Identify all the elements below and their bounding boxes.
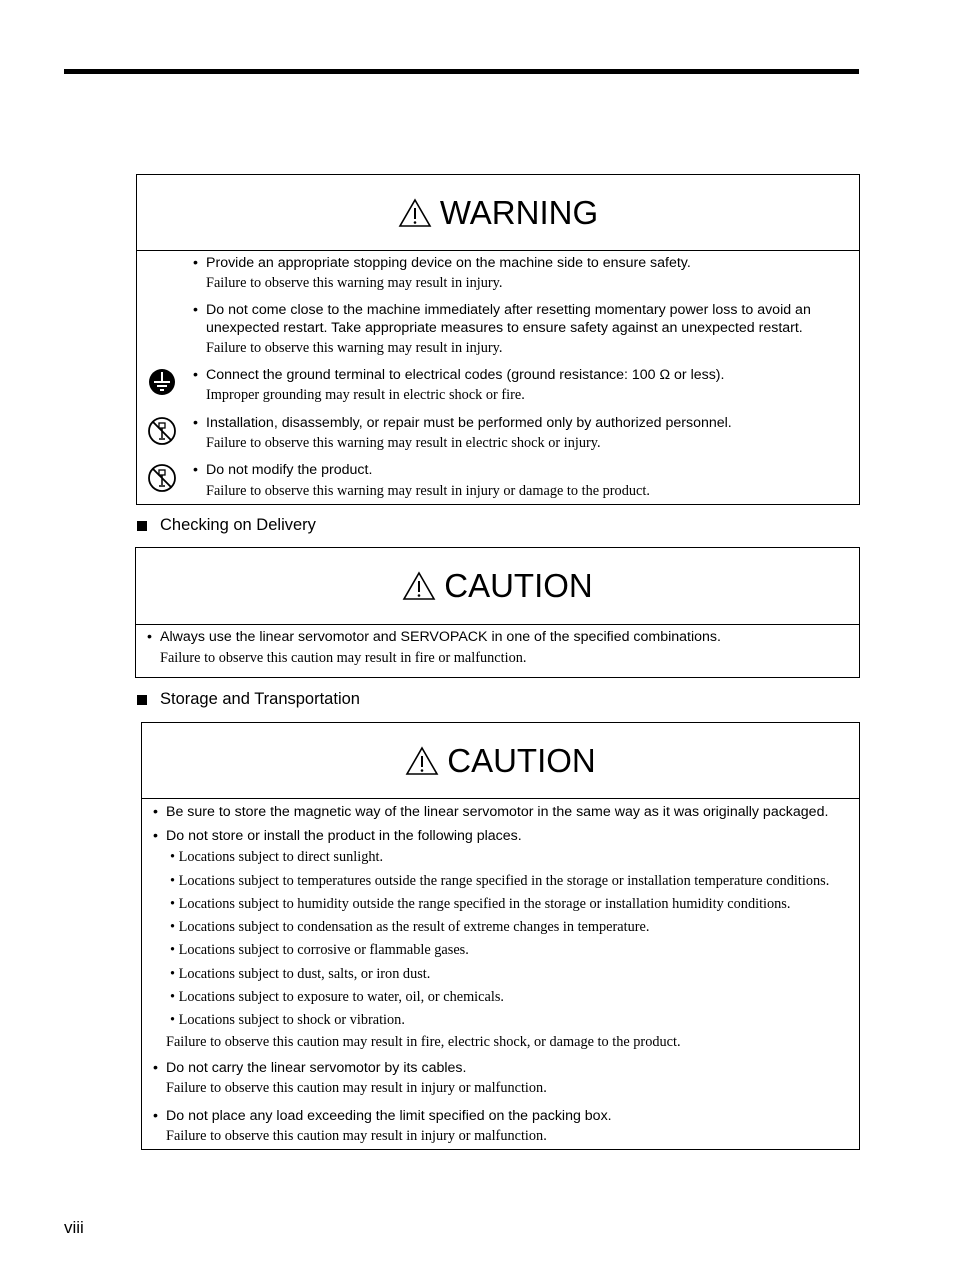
location-item: • Locations subject to condensation as the result of extreme changes in temperature. — [170, 919, 650, 935]
caution-item-text: Do not carry the linear servomotor by its cables. — [166, 1060, 467, 1076]
caution-bullet: • — [153, 1108, 158, 1124]
no-disassembly-icon — [147, 463, 177, 493]
caution-bullet: • — [153, 1060, 158, 1076]
warning-item-note: Improper grounding may result in electric shock or fire. — [206, 387, 525, 403]
warning-bullet: • — [193, 302, 198, 318]
caution-bullet: • — [153, 828, 158, 844]
caution-bullet: • — [153, 804, 158, 820]
location-item: • Locations subject to shock or vibration. — [170, 1012, 405, 1028]
location-item: • Locations subject to dust, salts, or iron dust. — [170, 966, 431, 982]
caution-bullet: • — [147, 629, 152, 645]
square-bullet-icon — [137, 695, 147, 705]
section-title: Storage and Transportation — [160, 690, 360, 708]
caution-box-delivery — [135, 547, 860, 678]
warning-bullet: • — [193, 415, 198, 431]
caution-header — [142, 723, 859, 799]
caution-box-storage — [141, 722, 860, 1150]
caution-title: CAUTION — [444, 567, 593, 604]
caution-item-text: Do not place any load exceeding the limit specified on the packing box. — [166, 1108, 612, 1124]
warning-triangle-icon — [398, 198, 432, 228]
page-number: viii — [64, 1218, 84, 1237]
warning-bullet: • — [193, 462, 198, 478]
top-rule — [64, 69, 859, 74]
caution-item-text: Be sure to store the magnetic way of the linear servomotor in the same way as it was originally packaged. — [166, 804, 829, 820]
location-item: • Locations subject to corrosive or flammable gases. — [170, 942, 469, 958]
warning-bullet: • — [193, 255, 198, 271]
warning-triangle-icon — [405, 746, 439, 776]
warning-item-text: Provide an appropriate stopping device on the machine side to ensure safety. — [206, 255, 691, 271]
warning-title: WARNING — [439, 193, 599, 231]
location-item: • Locations subject to temperatures outside the range specified in the storage or installation temperature conditions. — [170, 873, 830, 889]
location-item: • Locations subject to humidity outside the range specified in the storage or installation humidity conditions. — [170, 896, 791, 912]
square-bullet-icon — [137, 521, 147, 531]
warning-item-note: Failure to observe this warning may result in injury. — [206, 340, 503, 356]
warning-item-text: Do not come close to the machine immediately after resetting momentary power loss to avoid an — [206, 302, 811, 318]
ground-icon — [148, 368, 176, 396]
caution-item-note: Failure to observe this caution may result in injury or malfunction. — [166, 1080, 547, 1096]
warning-item-note: Failure to observe this warning may result in electric shock or injury. — [206, 435, 601, 451]
warning-box — [136, 174, 860, 505]
caution-header — [136, 548, 859, 625]
caution-title: CAUTION — [447, 741, 596, 779]
caution-item-note: Failure to observe this caution may result in fire, electric shock, or damage to the product. — [166, 1034, 681, 1050]
warning-item-text: unexpected restart. Take appropriate measures to ensure safety against an unexpected restart. — [206, 320, 803, 336]
caution-item-text: Always use the linear servomotor and SERVOPACK in one of the specified combinations. — [160, 629, 721, 645]
warning-bullet: • — [193, 367, 198, 383]
warning-item-text: Installation, disassembly, or repair must be performed only by authorized personnel. — [206, 415, 732, 431]
warning-item-note: Failure to observe this warning may result in injury. — [206, 275, 503, 291]
warning-item-note: Failure to observe this warning may result in injury or damage to the product. — [206, 483, 650, 499]
location-item: • Locations subject to direct sunlight. — [170, 849, 384, 865]
location-item: • Locations subject to exposure to water, oil, or chemicals. — [170, 989, 504, 1005]
warning-item-text: Do not modify the product. — [206, 462, 373, 478]
section-title: Checking on Delivery — [160, 516, 316, 534]
caution-item-text: Do not store or install the product in the following places. — [166, 828, 522, 844]
no-disassembly-icon — [147, 416, 177, 446]
warning-item-text: Connect the ground terminal to electrical codes (ground resistance: 100 Ω or less). — [206, 367, 725, 383]
warning-triangle-icon — [402, 571, 436, 601]
section-heading-delivery — [137, 516, 316, 535]
section-heading-storage — [137, 690, 360, 709]
caution-item-note: Failure to observe this caution may result in injury or malfunction. — [166, 1128, 547, 1144]
caution-item-note: Failure to observe this caution may result in fire or malfunction. — [160, 650, 527, 666]
warning-header — [137, 175, 859, 251]
